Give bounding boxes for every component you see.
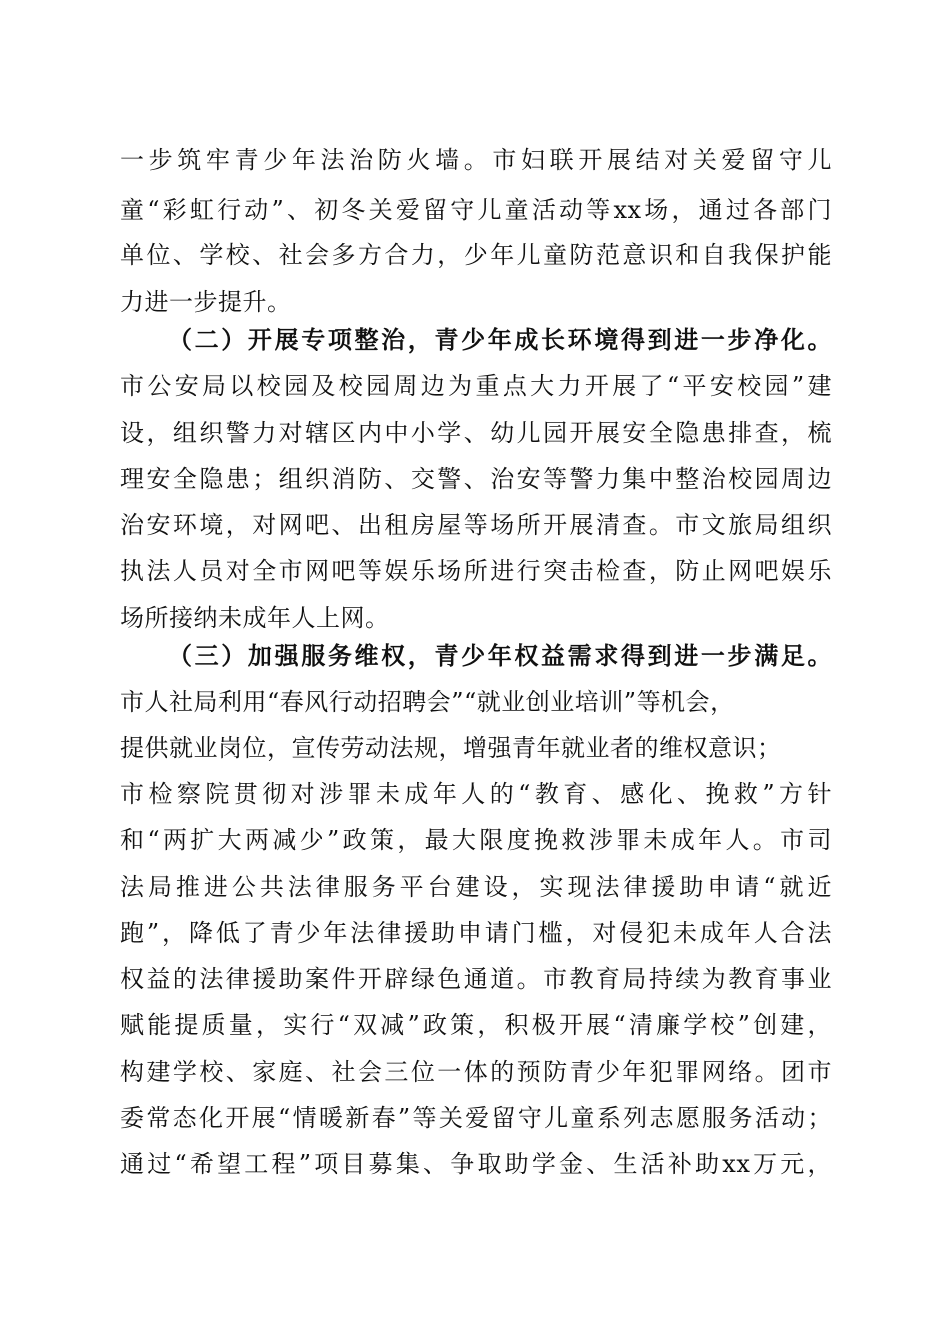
paragraph-2-line-4: 治安环境，对网吧、出租房屋等场所开展清查。市文旅局组织: [120, 511, 832, 539]
paragraph-2-line-1: 市公安局以校园及校园周边为重点大力开展了“平安校园”建: [120, 372, 832, 400]
paragraph-1-line-4: 力进一步提升。: [120, 288, 292, 316]
paragraph-3-line-9: 构建学校、家庭、社会三位一体的预防青少年犯罪网络。团市: [120, 1058, 832, 1086]
paragraph-3-line-6: 跑”，降低了青少年法律援助申请门槛，对侵犯未成年人合法: [120, 919, 832, 947]
paragraph-3-line-11: 通过“希望工程”项目募集、争取助学金、生活补助xx万元，: [120, 1150, 832, 1178]
paragraph-1-line-3: 单位、学校、社会多方合力，少年儿童防范意识和自我保护能: [120, 241, 832, 269]
paragraph-3-line-2: 提供就业岗位，宣传劳动法规，增强青年就业者的维权意识；: [120, 734, 782, 762]
paragraph-3-line-10: 委常态化开展“情暖新春”等关爱留守儿童系列志愿服务活动；: [120, 1104, 832, 1132]
section-heading-3: （三）加强服务维权，青少年权益需求得到进一步满足。: [168, 641, 832, 670]
paragraph-3-line-4: 和“两扩大两减少”政策，最大限度挽救涉罪未成年人。市司: [120, 826, 832, 854]
paragraph-3-line-7: 权益的法律援助案件开辟绿色通道。市教育局持续为教育事业: [120, 965, 832, 993]
paragraph-2-line-5: 执法人员对全市网吧等娱乐场所进行突击检查，防止网吧娱乐: [120, 557, 832, 585]
paragraph-3-line-3: 市检察院贯彻对涉罪未成年人的“教育、感化、挽救”方针: [120, 780, 832, 808]
paragraph-2-line-2: 设，组织警力对辖区内中小学、幼儿园开展安全隐患排查，梳: [120, 419, 832, 447]
paragraph-1-line-2: 童“彩虹行动”、初冬关爱留守儿童活动等xx场，通过各部门: [120, 196, 832, 224]
paragraph-3-line-5: 法局推进公共法律服务平台建设，实现法律援助申请“就近: [120, 873, 832, 901]
paragraph-2-line-6: 场所接纳未成年人上网。: [120, 604, 390, 632]
paragraph-3-line-1: 市人社局利用“春风行动招聘会”“就业创业培训”等机会，: [120, 688, 735, 716]
paragraph-1-line-1: 一步筑牢青少年法治防火墙。市妇联开展结对关爱留守儿: [120, 146, 832, 174]
section-heading-2: （二）开展专项整治，青少年成长环境得到进一步净化。: [168, 325, 832, 354]
paragraph-3-line-8: 赋能提质量，实行“双减”政策，积极开展“清廉学校”创建，: [120, 1011, 832, 1039]
paragraph-2-line-3: 理安全隐患；组织消防、交警、治安等警力集中整治校园周边: [120, 465, 832, 493]
